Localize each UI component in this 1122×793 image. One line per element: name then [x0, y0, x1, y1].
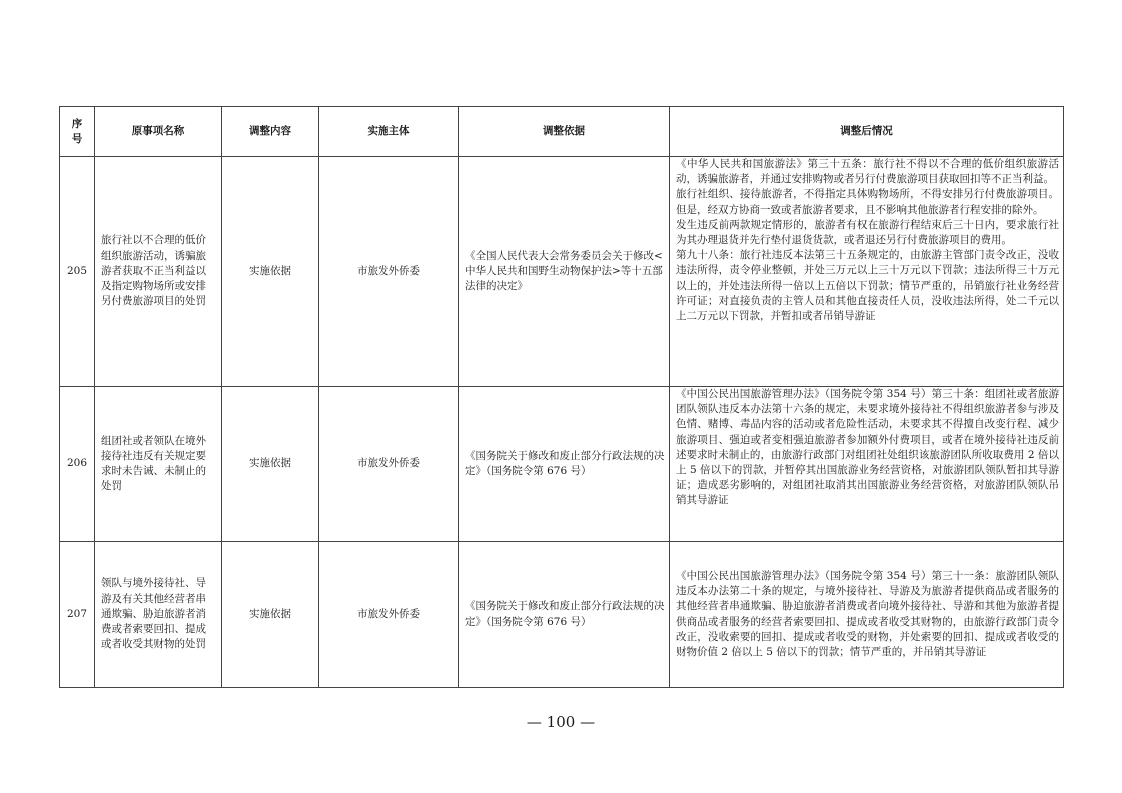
row-basis: 《国务院关于修改和废止部分行政法规的决定》（国务院令第 676 号）	[459, 387, 670, 542]
row-after	[670, 157, 1064, 387]
row-after-paragraph: 《中国公民出国旅游管理办法》（国务院令第 354 号）第三十一条：旅游团队领队违反本办法第二十条的规定，与境外接待社、导游及为旅游者提供商品或者服务的其他经营者串通欺骗、胁迫旅游者消费或者向境外接待社、导游和其他为旅游者提供商品或者服务的经营者索要回扣、提成或者收受其财物的，由旅游行政部门责令改正，没收索要的回扣、提成或者收受的财物，并处索要的回扣、提成或者收受的财物价值 2 倍以上 5 倍以下的罚款；情节严重的，并吊销其导游证	[676, 569, 1059, 658]
row-seq: 205	[60, 157, 95, 387]
header-content: 调整内容	[222, 107, 319, 157]
row-after	[670, 387, 1064, 542]
header-after: 调整后情况	[670, 107, 1064, 157]
row-name: 组团社或者领队在境外接待社违反有关规定要求时未告诫、未制止的处罚	[95, 387, 222, 542]
row-subject: 市旅发外侨委	[319, 387, 459, 542]
header-seq	[60, 107, 95, 157]
row-after	[670, 542, 1064, 688]
table-row	[60, 542, 1064, 688]
row-after-paragraph: 《中国公民出国旅游管理办法》（国务院令第 354 号）第三十条：组团社或者旅游团队领队违反本办法第十六条的规定，未要求境外接待社不得组织旅游者参与涉及色情、赌博、毒品内容的活动或者危险性活动，未要求其不得擅自改变行程、减少旅游项目、强迫或者变相强迫旅游者参加额外付费项目，或者在境外接待社违反前述要求时未制止的，由旅游行政部门对组团社处组织该旅游团队所收取费用 2 倍以上 5 倍以下的罚款，并暂停其出国旅游业务经营资格，对旅游团队领队暂扣其导游证；造成恶劣影响的，对组团社取消其出国旅游业务经营资格，对旅游团队领队吊销其导游证	[676, 388, 1059, 507]
row-after-paragraph: 发生违反前两款规定情形的，旅游者有权在旅游行程结束后三十日内，要求旅行社为其办理退货并先行垫付退货货款，或者退还另行付费旅游项目的费用。	[676, 218, 1059, 247]
row-name: 旅行社以不合理的低价组织旅游活动，诱骗旅游者获取不正当利益以及指定购物场所或安排另付费旅游项目的处罚	[95, 157, 222, 387]
row-seq: 206	[60, 387, 95, 542]
row-basis: 《全国人民代表大会常务委员会关于修改<中华人民共和国野生动物保护法>等十五部法律的决定》	[459, 157, 670, 387]
header-seq-line1: 序	[71, 117, 83, 130]
row-content: 实施依据	[222, 387, 319, 542]
header-basis: 调整依据	[459, 107, 670, 157]
header-subject: 实施主体	[319, 107, 459, 157]
row-content: 实施依据	[222, 157, 319, 387]
row-seq: 207	[60, 542, 95, 688]
row-content: 实施依据	[222, 542, 319, 688]
row-after-paragraph: 《中华人民共和国旅游法》第三十五条：旅行社不得以不合理的低价组织旅游活动，诱骗旅游者，并通过安排购物或者另行付费旅游项目获取回扣等不正当利益。	[676, 158, 1059, 186]
page-number: — 100 —	[526, 713, 596, 731]
row-name: 领队与境外接待社、导游及有关其他经营者串通欺骗、胁迫旅游者消费或者索要回扣、提成或者收受其财物的处罚	[95, 542, 222, 688]
table-row	[60, 157, 1064, 387]
row-after-paragraph: 第九十八条：旅行社违反本法第三十五条规定的，由旅游主管部门责令改正，没收违法所得，责令停业整顿，并处三万元以上三十万元以下罚款；违法所得三十万元以上的，并处违法所得一倍以上五倍以下罚款；情节严重的，吊销旅行社业务经营许可证；对直接负责的主管人员和其他直接责任人员，没收违法所得，处二千元以上二万元以下罚款，并暂扣或者吊销导游证	[676, 249, 1059, 323]
table-header-row	[60, 107, 1064, 157]
row-subject: 市旅发外侨委	[319, 542, 459, 688]
table-row	[60, 387, 1064, 542]
row-subject: 市旅发外侨委	[319, 157, 459, 387]
adjustment-table	[59, 106, 1064, 688]
header-name: 原事项名称	[95, 107, 222, 157]
row-basis: 《国务院关于修改和废止部分行政法规的决定》（国务院令第 676 号）	[459, 542, 670, 688]
row-after-paragraph: 旅行社组织、接待旅游者，不得指定具体购物场所，不得安排另行付费旅游项目。但是，经双方协商一致或者旅游者要求，且不影响其他旅游者行程安排的除外。	[676, 188, 1059, 216]
header-seq-line2: 号	[71, 132, 83, 145]
